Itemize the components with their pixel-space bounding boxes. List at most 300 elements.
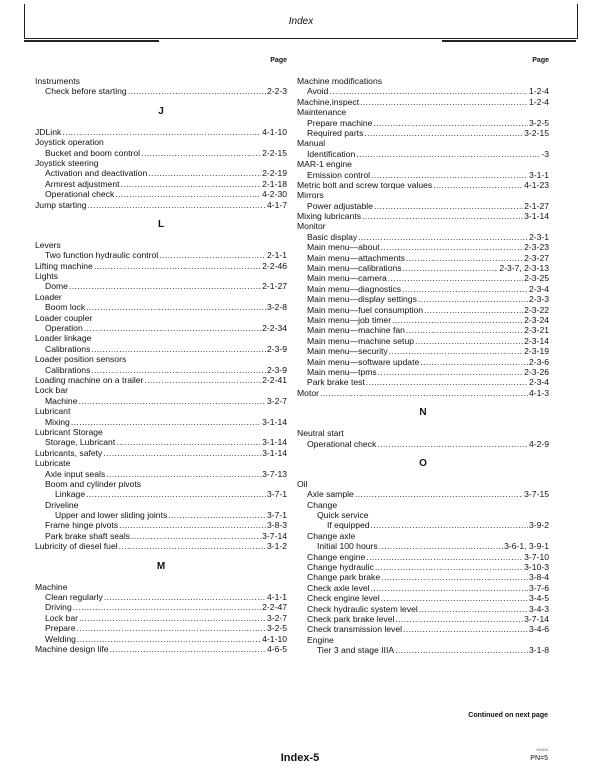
index-entry: [35, 582, 287, 592]
entry-page: 4-1-3: [528, 387, 549, 398]
entry-term: JDLink: [35, 126, 62, 137]
dot-leader: [373, 118, 527, 128]
entry-page: 4-1-7: [266, 199, 287, 210]
entry-page: 2-2-47: [262, 602, 287, 613]
dot-leader: [379, 541, 503, 551]
entry-term: Loading machine on a trailer: [35, 374, 144, 385]
index-entry: [297, 552, 549, 562]
entry-page: 3-1-14: [262, 447, 287, 458]
entry-term: Tier 3 and stage IIIA: [317, 645, 395, 656]
header-rule-left: [24, 40, 159, 42]
section-letter: N: [419, 407, 427, 419]
dot-leader: [84, 323, 261, 333]
dot-leader: [94, 261, 261, 271]
entry-page: 2-3-9: [266, 343, 287, 354]
section-letter: L: [157, 218, 165, 230]
entry-term: Operational check: [45, 189, 115, 200]
dot-leader: [371, 170, 528, 180]
dot-leader: [364, 128, 523, 138]
index-entry: [297, 604, 549, 614]
index-entry: [297, 531, 549, 541]
index-entry: [297, 263, 549, 273]
index-entry: [35, 76, 287, 86]
index-entry: [35, 86, 287, 96]
entry-term: Boom lock: [45, 302, 86, 313]
entry-term: Lifting machine: [35, 260, 93, 271]
dot-leader: [88, 200, 266, 210]
entry-term: Prepare: [45, 623, 76, 634]
index-entry: [35, 644, 287, 654]
entry-page: 2-1-1: [266, 250, 287, 261]
entry-term: Lubricity of diesel fuel: [35, 541, 118, 552]
dot-leader: [69, 281, 261, 291]
entry-term: Upper and lower sliding joints: [55, 510, 168, 521]
entry-page: 2-3-4: [528, 283, 549, 294]
index-entry: [35, 500, 287, 510]
dot-leader: [392, 315, 523, 325]
dot-leader: [159, 250, 266, 260]
entry-page: 2-3-14: [524, 335, 549, 346]
dot-leader: [106, 469, 261, 479]
index-entry: [297, 273, 549, 283]
entry-page: -3: [541, 148, 549, 159]
entry-term: Main menu—camera: [307, 273, 387, 284]
dot-leader: [402, 284, 528, 294]
entry-page: 2-1-27: [524, 200, 549, 211]
entry-term: Joystick steering: [35, 157, 99, 168]
index-entry: [35, 592, 287, 602]
dot-leader: [329, 86, 528, 96]
dot-leader: [381, 593, 528, 603]
dot-leader: [86, 302, 266, 312]
index-entry: [35, 271, 287, 281]
dot-leader: [91, 365, 266, 375]
index-entry: [35, 531, 287, 541]
entry-page: 3-8-4: [528, 572, 549, 583]
entry-page: 4-1-10: [262, 126, 287, 137]
dot-leader: [433, 180, 523, 190]
index-entry: [35, 634, 287, 644]
section-gap: [35, 97, 287, 105]
dot-leader: [415, 336, 523, 346]
entry-term: Machine design life: [35, 643, 109, 654]
index-entry: [297, 128, 549, 138]
index-entry: [297, 159, 549, 169]
dot-leader: [131, 531, 261, 541]
page-column-label: Page: [270, 57, 287, 64]
entry-page: 2-3-24: [524, 314, 549, 325]
entry-term: Main menu—software update: [307, 356, 420, 367]
entry-page: 3-7-10: [524, 551, 549, 562]
entry-term: Maintenance: [297, 107, 347, 118]
index-entry: [297, 645, 549, 655]
index-column-left: [35, 56, 287, 654]
entry-term: Main menu—machine setup: [307, 335, 414, 346]
entry-page: 2-3-9: [266, 364, 287, 375]
index-entry: [35, 365, 287, 375]
dot-leader: [78, 396, 265, 406]
index-entry: [35, 344, 287, 354]
dot-leader: [371, 583, 528, 593]
entry-term: Check axle level: [307, 582, 370, 593]
entry-term: Loader coupler: [35, 312, 93, 323]
index-entry: [35, 302, 287, 312]
dot-leader: [86, 489, 266, 499]
entry-term: Bucket and boom control: [45, 147, 141, 158]
dot-leader: [355, 489, 523, 499]
entry-term: Check engine level: [307, 593, 380, 604]
entry-term: Initial 100 hours: [317, 541, 378, 552]
entry-term: Machine,inspect: [297, 96, 360, 107]
index-entry: [35, 127, 287, 137]
entry-page: 3-2-15: [524, 127, 549, 138]
entry-term: Lubricant Storage: [35, 426, 103, 437]
doc-code: 041924: [536, 748, 548, 752]
dot-leader: [119, 520, 266, 530]
entry-term: Machine: [35, 581, 68, 592]
dot-leader: [403, 263, 499, 273]
index-entry: [297, 315, 549, 325]
index-entry: [297, 346, 549, 356]
entry-term: Calibrations: [45, 343, 91, 354]
entry-page: 3-7-14: [262, 530, 287, 541]
dot-leader: [104, 592, 266, 602]
index-entry: [297, 325, 549, 335]
index-entry: [35, 479, 287, 489]
index-entry: [297, 500, 549, 510]
entry-term: Check before starting: [45, 86, 127, 97]
index-entry: [297, 357, 549, 367]
index-entry: [35, 437, 287, 447]
dot-leader: [356, 149, 540, 159]
entry-page: 3-2-5: [528, 117, 549, 128]
dot-leader: [424, 305, 523, 315]
entry-page: 3-1-14: [262, 416, 287, 427]
entry-page: 2-2-41: [262, 374, 287, 385]
entry-term: Main menu—diagnostics: [307, 283, 402, 294]
index-entry: [297, 170, 549, 180]
entry-term: Quick service: [317, 510, 369, 521]
entry-page: 1-2-4: [528, 96, 549, 107]
section-gap: [35, 552, 287, 560]
section-gap: [297, 471, 549, 479]
dot-leader: [366, 377, 528, 387]
entry-page: 2-3-22: [524, 304, 549, 315]
index-entry: [35, 261, 287, 271]
entry-term: Change: [307, 499, 338, 510]
entry-term: Main menu—job timer: [307, 314, 392, 325]
entry-term: Main menu—calibrations: [307, 263, 402, 274]
entry-term: Linkage: [55, 489, 86, 500]
entry-term: Lubricate: [35, 458, 71, 469]
index-entry: [297, 149, 549, 159]
entry-term: Change park brake: [307, 572, 381, 583]
index-entry: [35, 510, 287, 520]
dot-leader: [378, 367, 523, 377]
entry-page: 2-1-18: [262, 178, 287, 189]
entry-term: Change hydraulic: [307, 562, 374, 573]
entry-term: Boom and cylinder pivots: [45, 478, 142, 489]
entry-page: 2-3-1: [528, 231, 549, 242]
entry-page: 3-6-1, 3-9-1: [504, 541, 549, 552]
index-entry: [297, 294, 549, 304]
entry-term: Levers: [35, 239, 61, 250]
entry-page: 3-2-7: [266, 395, 287, 406]
entry-term: Loader position sensors: [35, 354, 127, 365]
dot-leader: [116, 437, 261, 447]
entry-term: Frame hinge pivots: [45, 520, 119, 531]
dot-leader: [121, 179, 262, 189]
entry-page: 2-1-27: [262, 281, 287, 292]
entry-term: Jump starting: [35, 199, 87, 210]
dot-leader: [395, 614, 523, 624]
dot-leader: [77, 623, 266, 633]
dot-leader: [62, 127, 261, 137]
index-entry: [297, 190, 549, 200]
entry-term: Activation and deactivation: [45, 168, 148, 179]
dot-leader: [395, 645, 528, 655]
dot-leader: [377, 439, 528, 449]
entry-term: Machine: [45, 395, 78, 406]
section-gap: [297, 420, 549, 428]
entry-term: Main menu—attachments: [307, 252, 405, 263]
index-entry: [35, 385, 287, 395]
entry-term: Main menu—about: [307, 242, 380, 253]
entry-term: Axle sample: [307, 489, 354, 500]
entry-term: Lights: [35, 271, 58, 282]
entry-page: 3-1-8: [528, 645, 549, 656]
index-entry: [297, 242, 549, 252]
entry-term: Identification: [307, 148, 356, 159]
entry-term: Lock bar: [35, 385, 68, 396]
entry-term: Neutral start: [297, 428, 344, 439]
entry-term: Park brake test: [307, 377, 365, 388]
entry-term: Lock bar: [45, 612, 78, 623]
dot-leader: [320, 388, 528, 398]
entry-term: MAR-1 engine: [297, 159, 352, 170]
dot-leader: [406, 325, 523, 335]
entry-page: 4-2-30: [262, 189, 287, 200]
entry-term: Mixing: [45, 416, 70, 427]
entry-page: 3-2-8: [266, 302, 287, 313]
entry-term: Park brake shaft seals: [45, 530, 131, 541]
dot-leader: [388, 273, 523, 283]
entry-page: 3-9-2: [528, 520, 549, 531]
entry-term: Loader linkage: [35, 333, 92, 344]
entry-term: Engine: [307, 634, 334, 645]
entry-term: Operational check: [307, 438, 377, 449]
entry-term: Main menu—display settings: [307, 294, 417, 305]
section-gap: [297, 398, 549, 406]
entry-page: 2-2-46: [262, 260, 287, 271]
entry-term: Driving: [45, 602, 72, 613]
entry-page: 2-3-23: [524, 242, 549, 253]
dot-leader: [91, 344, 266, 354]
entry-page: 3-7-1: [266, 510, 287, 521]
pn-number: PN=5: [530, 755, 548, 762]
index-entry: [35, 323, 287, 333]
dot-leader: [103, 448, 261, 458]
entry-page: 3-1-1: [528, 169, 549, 180]
index-entry: [297, 201, 549, 211]
dot-leader: [362, 211, 523, 221]
index-entry: [297, 562, 549, 572]
index-entry: [35, 613, 287, 623]
index-entry: [35, 623, 287, 633]
index-entry: [297, 583, 549, 593]
entry-term: Avoid: [307, 86, 329, 97]
entry-term: Required parts: [307, 127, 364, 138]
running-header: [24, 4, 578, 39]
dot-leader: [371, 520, 528, 530]
entry-term: Instruments: [35, 76, 80, 86]
entry-term: Power adjustable: [307, 200, 373, 211]
entry-term: Main menu—fuel consumption: [307, 304, 424, 315]
index-entry: [35, 520, 287, 530]
entry-term: Check park brake level: [307, 613, 395, 624]
entry-term: Motor: [297, 387, 319, 398]
header-title: Index: [288, 16, 314, 27]
entry-term: Lubricant: [35, 406, 71, 417]
index-entry: [297, 367, 549, 377]
continued-note: Continued on next page: [468, 712, 548, 719]
entry-page: 3-8-3: [266, 520, 287, 531]
entry-page: 3-7-13: [262, 468, 287, 479]
entry-term: If equipped: [327, 520, 370, 531]
entry-term: Change engine: [307, 551, 366, 562]
entry-page: 3-4-5: [528, 593, 549, 604]
entry-term: Basic display: [307, 231, 358, 242]
entry-term: Oil: [297, 478, 308, 489]
entry-term: Operation: [45, 323, 83, 334]
entry-term: Driveline: [45, 499, 79, 510]
dot-leader: [71, 417, 261, 427]
index-entry: [297, 86, 549, 96]
section-letter: O: [419, 457, 427, 469]
dot-leader: [375, 562, 523, 572]
index-entry: [297, 572, 549, 582]
index-entry: [35, 158, 287, 168]
index-entry: [35, 240, 287, 250]
index-entry: [297, 593, 549, 603]
index-entry: [297, 107, 549, 117]
index-entry: [35, 200, 287, 210]
entry-term: Armrest adjustment: [45, 178, 120, 189]
dot-leader: [110, 644, 266, 654]
entry-page: 3-10-3: [524, 562, 549, 573]
entry-term: Machine modifications: [297, 76, 383, 86]
entry-page: 3-1-2: [266, 541, 287, 552]
index-entry: [297, 428, 549, 438]
entry-term: Main menu—tpms: [307, 366, 377, 377]
section-gap: [35, 210, 287, 218]
index-entry: [35, 189, 287, 199]
entry-page: 4-1-23: [524, 179, 549, 190]
index-entry: [297, 479, 549, 489]
dot-leader: [360, 97, 528, 107]
index-entry: [297, 118, 549, 128]
index-entry: [35, 417, 287, 427]
entry-term: Check hydraulic system level: [307, 603, 418, 614]
header-rule-right: [442, 40, 576, 42]
entry-page: 3-1-14: [262, 437, 287, 448]
section-letter: M: [156, 560, 166, 572]
section-gap: [35, 119, 287, 127]
entry-page: 3-7-14: [524, 613, 549, 624]
index-entry: [35, 489, 287, 499]
entry-page: 2-2-15: [262, 147, 287, 158]
entry-term: Dome: [45, 281, 68, 292]
index-entry: [35, 292, 287, 302]
entry-page: 3-7-15: [524, 489, 549, 500]
index-entry: [35, 448, 287, 458]
entry-page: 2-3-6: [528, 356, 549, 367]
index-entry: [297, 520, 549, 530]
dot-leader: [144, 375, 261, 385]
entry-term: Joystick operation: [35, 137, 104, 148]
index-entry: [35, 396, 287, 406]
index-entries: [297, 76, 549, 656]
index-entry: [297, 284, 549, 294]
entry-page: 3-2-5: [266, 623, 287, 634]
index-entry: [297, 541, 549, 551]
index-entry: [35, 469, 287, 479]
index-entry: [297, 76, 549, 86]
dot-leader: [420, 357, 528, 367]
index-entry: [35, 602, 287, 612]
section-gap: [35, 232, 287, 240]
entry-term: Metric bolt and screw torque values: [297, 179, 433, 190]
dot-leader: [381, 572, 528, 582]
entry-page: 2-2-3: [266, 86, 287, 97]
entry-page: 4-6-5: [266, 643, 287, 654]
index-entry: [297, 232, 549, 242]
index-entry: [35, 427, 287, 437]
entry-term: Emission control: [307, 169, 371, 180]
entry-page: 2-3-27: [524, 252, 549, 263]
entry-term: Calibrations: [45, 364, 91, 375]
index-entry: [297, 388, 549, 398]
entry-page: 4-1-10: [262, 633, 287, 644]
entry-page: 2-2-19: [262, 168, 287, 179]
dot-leader: [79, 613, 266, 623]
entry-term: Prepare machine: [307, 117, 373, 128]
dot-leader: [358, 232, 528, 242]
dot-leader: [77, 634, 261, 644]
index-entry: [35, 406, 287, 416]
dot-leader: [381, 242, 524, 252]
entry-term: Mixing lubricants: [297, 211, 361, 222]
dot-leader: [141, 148, 261, 158]
entry-term: Main menu—machine fan: [307, 325, 405, 336]
entry-term: Storage, Lubricant: [45, 437, 116, 448]
entry-term: Monitor: [297, 221, 326, 232]
index-entry: [297, 138, 549, 148]
index-entry: [297, 305, 549, 315]
dot-leader: [418, 294, 528, 304]
entry-page: 2-3-19: [524, 346, 549, 357]
index-entry: [297, 624, 549, 634]
index-entry: [297, 377, 549, 387]
index-entry: [35, 375, 287, 385]
entry-page: 3-7-6: [528, 582, 549, 593]
entry-page: 2-3-21: [524, 325, 549, 336]
index-entry: [297, 221, 549, 231]
section-gap: [35, 574, 287, 582]
index-entry: [35, 148, 287, 158]
dot-leader: [148, 168, 261, 178]
index-entry: [297, 211, 549, 221]
